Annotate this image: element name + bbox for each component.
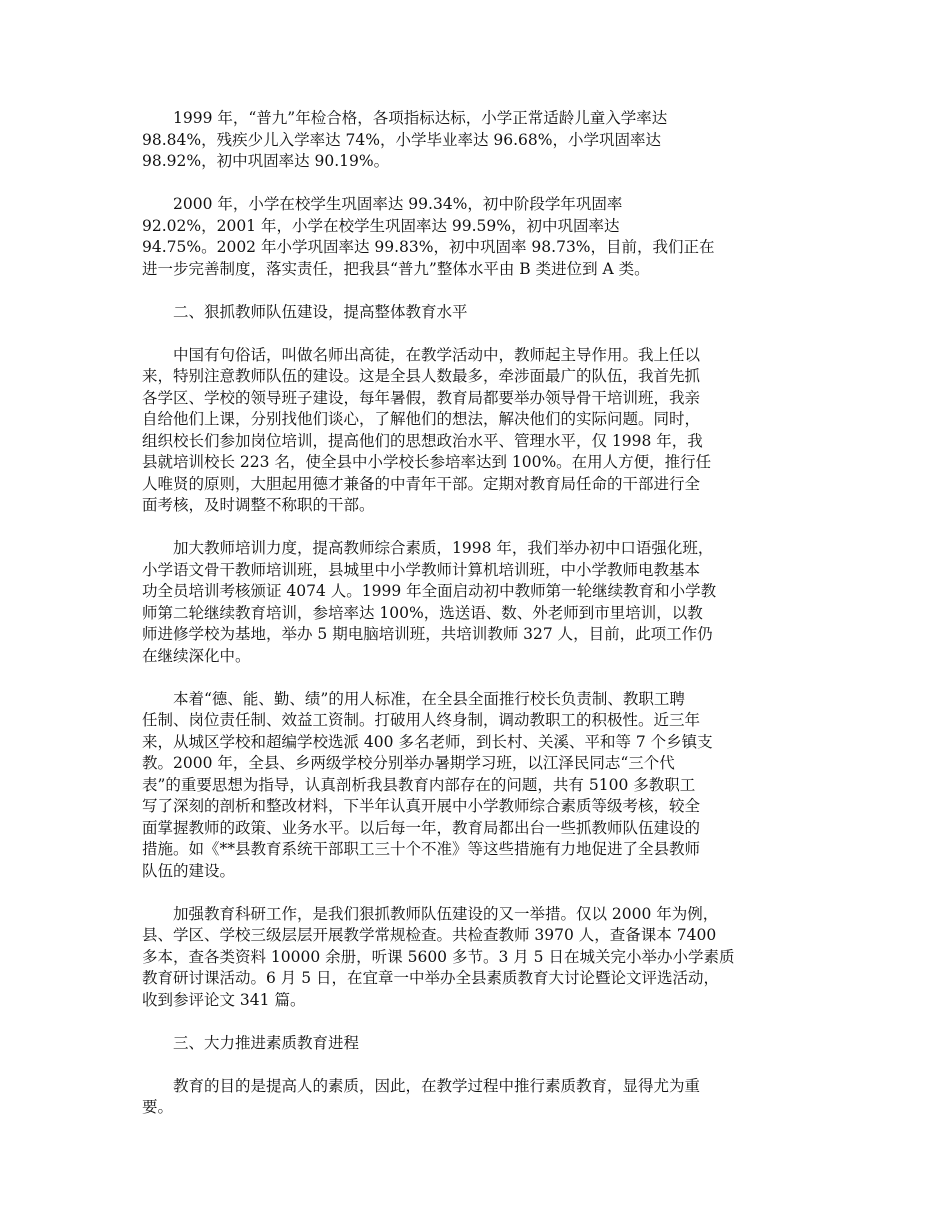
text-line: 进一步完善制度，落实责任，把我县“普九”整体水平由 B 类进位到 A 类。 [142,259,650,278]
text-line: 面考核，及时调整不称职的干部。 [142,496,375,514]
text-line: 98.92%，初中巩固率达 90.19%。 [142,152,390,170]
text-line: 多本，查各类资料 10000 余册，听课 5600 多节。3 月 5 日在城关完小举办小学素质 [142,947,735,966]
text-line: 要。 [142,1098,174,1116]
text-line: 二、狠抓教师队伍建设，提高整体教育水平 [173,302,468,321]
text-line: 来，从城区学校和超编学校选派 400 多名老师，到长村、关溪、平和等 7 个乡镇支 [142,732,713,751]
body-paragraph [142,194,812,280]
text-line: 县、学区、学校三级层层开展教学常规检查。共检查教师 3970 人，查备课本 7400 [142,926,717,944]
body-paragraph [142,345,812,517]
section-heading [142,302,812,324]
text-line: 县就培训校长 223 名，使全县中小学校长参培率达到 100%。在用人方便，推行任 [142,453,712,471]
text-line: 师第二轮继续教育培训，参培率达 100%，选送语、数、外老师到市里培训，以教 [142,603,703,622]
text-line: 加大教师培训力度，提高教师综合素质，1998 年，我们举办初中口语强化班， [173,539,714,557]
text-line: 来，特别注意教师队伍的建设。这是全县人数最多，牵涉面最广的队伍，我首先抓 [142,367,701,385]
text-line: 自给他们上课，分别找他们谈心，了解他们的想法，解决他们的实际问题。同时， [142,410,701,428]
text-line: 组织校长们参加岗位培训，提高他们的思想政治水平、管理水平，仅 1998 年，我 [142,431,703,450]
text-line: 2000 年，小学在校学生巩固率达 99.34%，初中阶段学年巩固率 [173,195,623,213]
text-line: 表”的重要思想为指导，认真剖析我县教育内部存在的问题，共有 5100 多教职工 [142,775,696,794]
document-body [142,108,812,1140]
text-line: 队伍的建设。 [142,861,236,880]
text-line: 中国有句俗话，叫做名师出高徒，在教学活动中，教师起主导作用。我上任以 [173,345,701,364]
text-line: 写了深刻的剖析和整改材料，下半年认真开展中小学教师综合素质等级考核，较全 [142,797,701,815]
text-line: 加强教育科研工作，是我们狠抓教师队伍建设的又一举措。仅以 2000 年为例， [173,904,719,923]
text-line: 各学区、学校的领导班子建设，每年暑假，教育局都要举办领导骨干培训班，我亲 [142,388,701,407]
text-line: 师进修学校为基地，举办 5 期电脑培训班，共培训教师 327 人，目前，此项工作仍 [142,625,713,643]
body-paragraph [142,904,812,1012]
body-paragraph [142,538,812,667]
body-paragraph [142,108,812,173]
body-paragraph [142,689,812,883]
text-line: 小学语文骨干教师培训班，县城里中小学教师计算机培训班，中小学教师电教基本 [142,560,701,579]
text-line: 94.75%。2002 年小学巩固率达 99.83%，初中巩固率 98.73%，目前，我们正在 [142,238,715,256]
text-line: 面掌握教师的政策、业务水平。以后每一年，教育局都出台一些抓教师队伍建设的 [142,818,701,837]
text-line: 教育的目的是提高人的素质，因此，在教学过程中推行素质教育，显得尤为重 [173,1076,701,1095]
text-line: 功全员培训考核颁证 4074 人。1999 年全面启动初中教师第一轮继续教育和小学教 [142,582,717,600]
text-line: 教。2000 年，全县、乡两级学校分别举办暑期学习班，以江泽民同志“三个代 [142,754,675,772]
text-line: 1999 年，“普九”年检合格，各项指标达标，小学正常适龄儿童入学率达 [173,109,668,127]
text-line: 措施。如《**县教育系统干部职工三十个不准》等这些措施有力地促进了全县教师 [142,840,701,858]
text-line: 人唯贤的原则，大胆起用德才兼备的中青年干部。定期对教育局任命的干部进行全 [142,474,701,493]
text-line: 98.84%，残疾少儿入学率达 74%，小学毕业率达 96.68%，小学巩固率达 [142,130,662,149]
text-line: 教育研讨课活动。6 月 5 日，在宜章一中举办全县素质教育大讨论暨论文评选活动， [142,969,720,987]
text-line: 任制、岗位责任制、效益工资制。打破用人终身制，调动教职工的积极性。近三年 [142,711,701,729]
text-line: 三、大力推进素质教育进程 [173,1033,360,1052]
text-line: 在继续深化中。 [142,646,251,665]
section-heading [142,1033,812,1055]
body-paragraph [142,1076,812,1119]
text-line: 92.02%，2001 年，小学在校学生巩固率达 99.59%，初中巩固率达 [142,216,620,235]
text-line: 收到参评论文 341 篇。 [142,990,306,1009]
text-line: 本着“德、能、勤、绩”的用人标准，在全县全面推行校长负责制、教职工聘 [173,689,685,708]
